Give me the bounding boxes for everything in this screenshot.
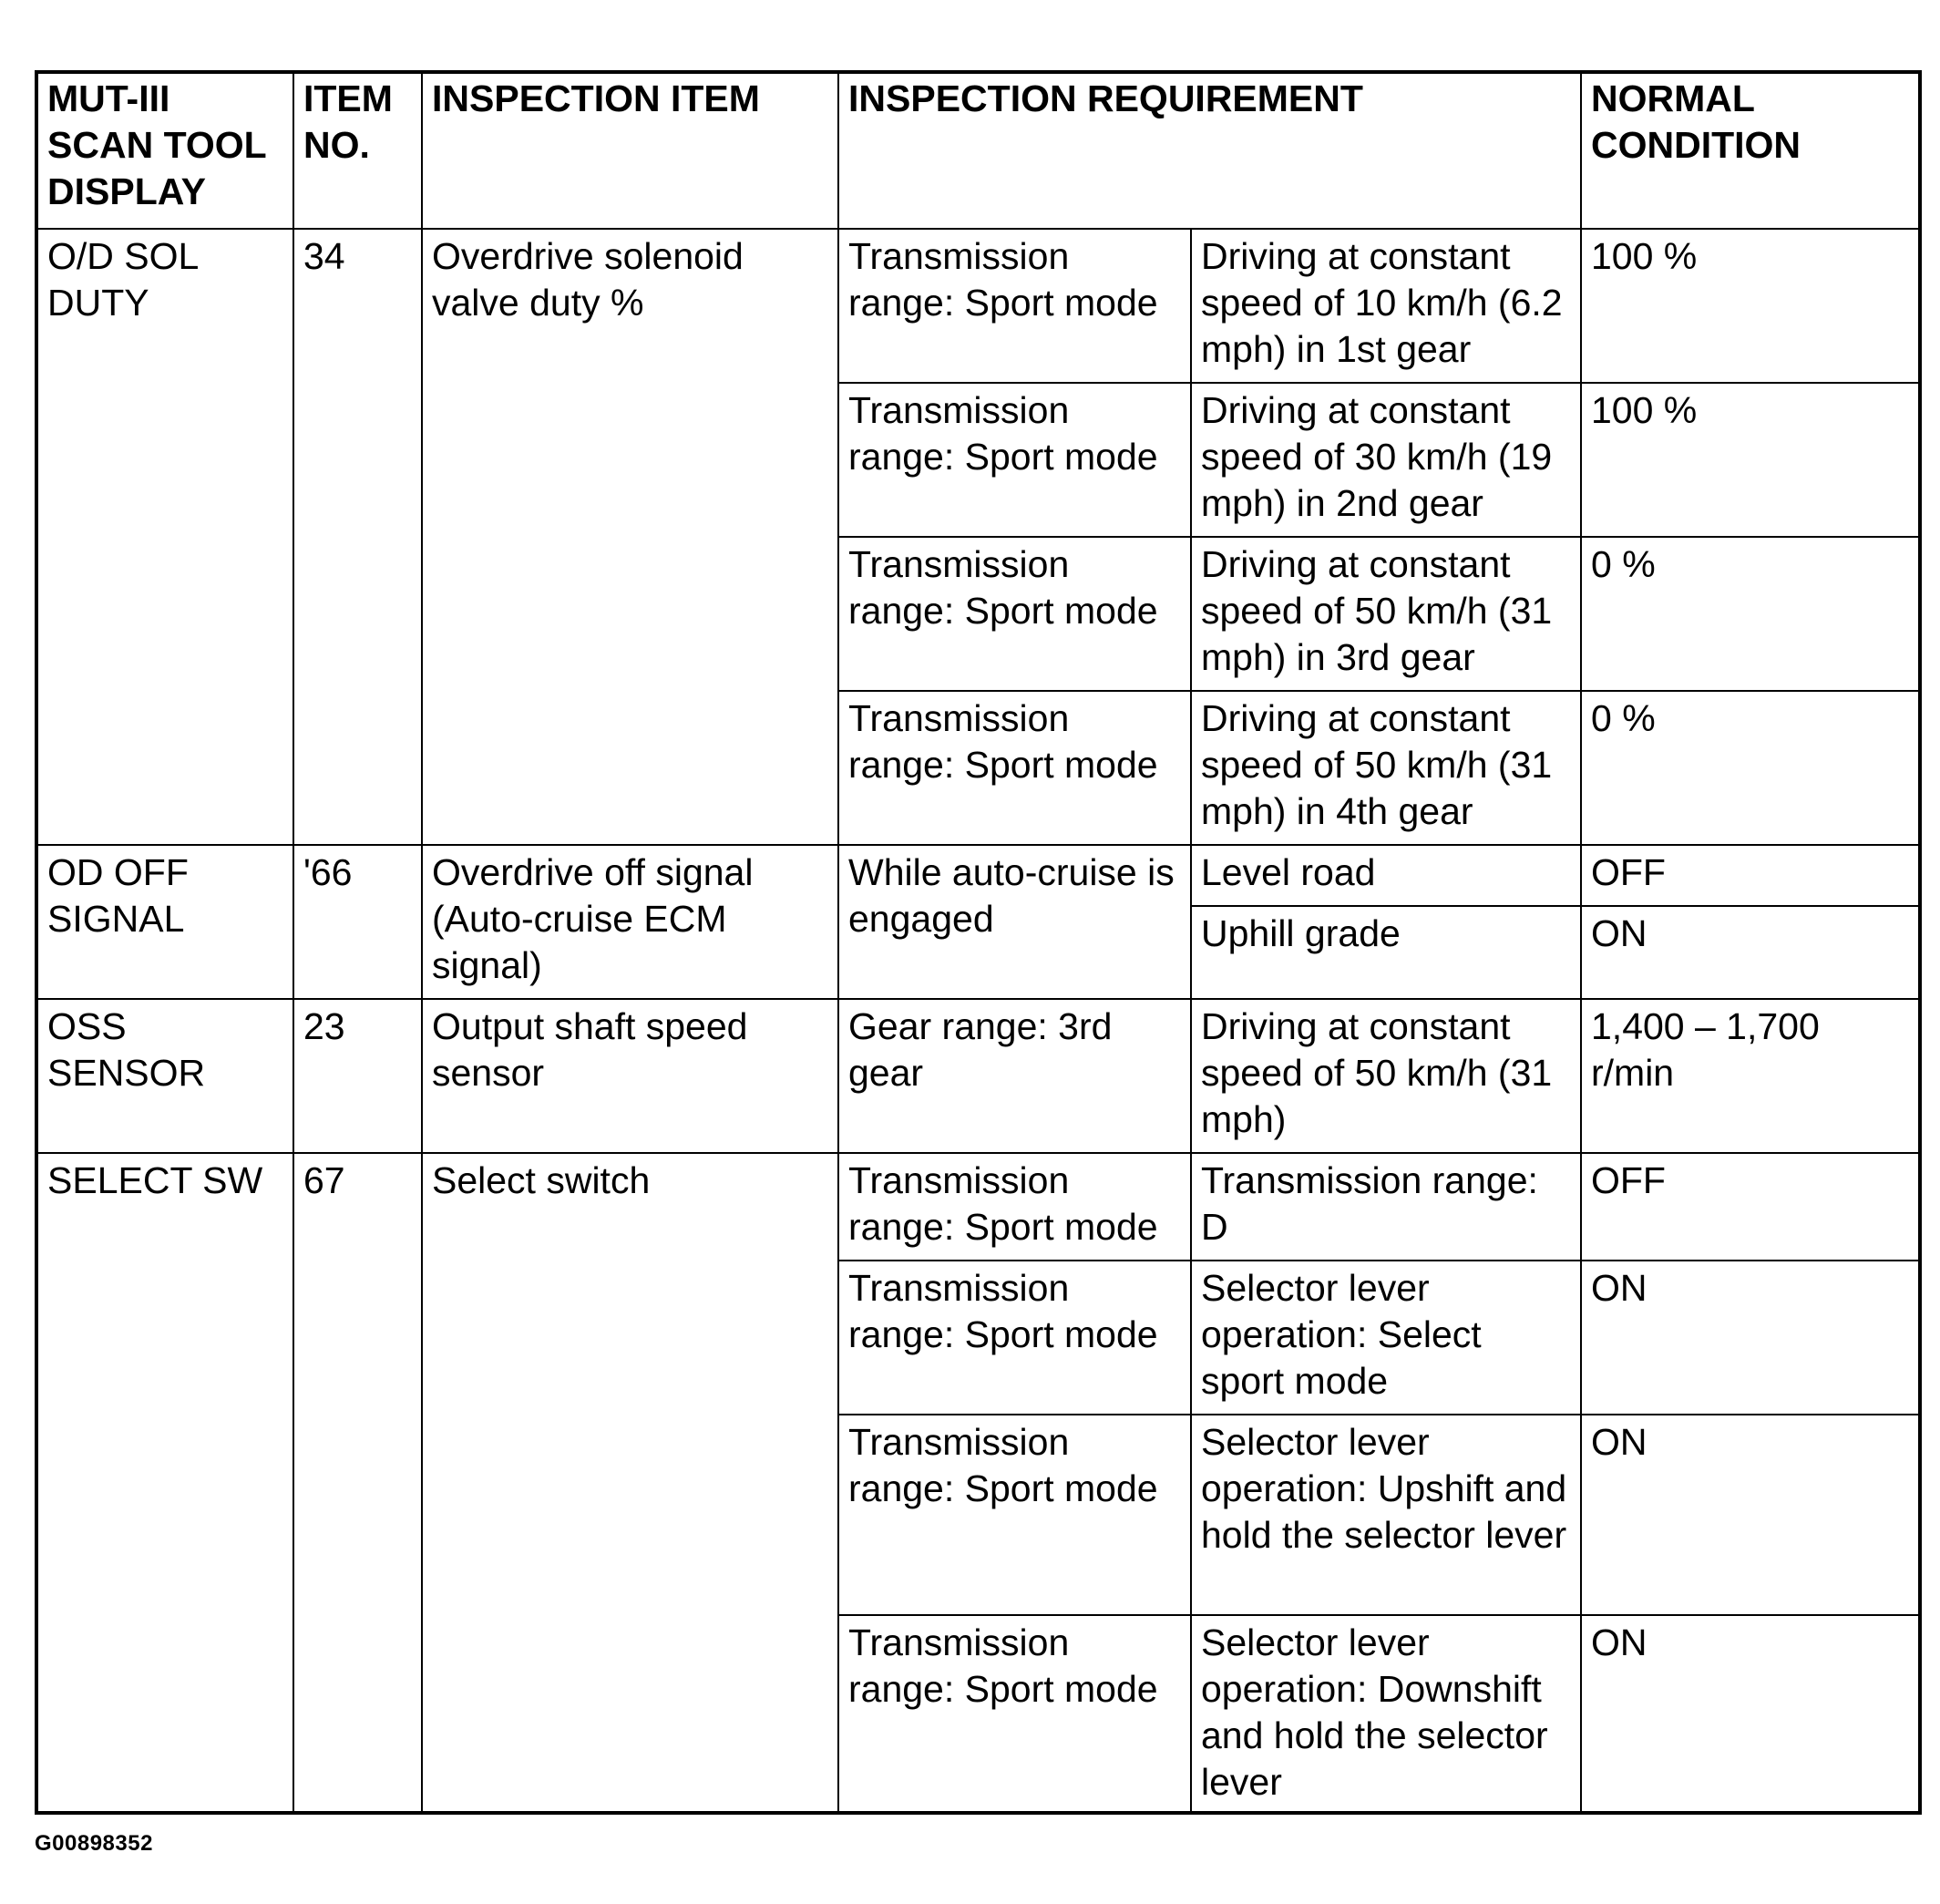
header-row	[36, 72, 1920, 229]
item-no-cell: 23	[293, 999, 422, 1153]
item-no-cell: '66	[293, 845, 422, 999]
condition-cell: Selector lever operation: Downshift and hold the selector lever	[1191, 1615, 1581, 1813]
condition-cell: Selector lever operation: Upshift and hold the selector lever	[1191, 1415, 1581, 1615]
condition-cell: Uphill grade	[1191, 906, 1581, 999]
inspection-table	[35, 70, 1922, 1815]
header-item-no: ITEM NO.	[293, 72, 422, 229]
normal-condition-cell: ON	[1581, 1415, 1920, 1615]
condition-cell: Level road	[1191, 845, 1581, 906]
requirement-cell: Transmission range: Sport mode	[838, 1153, 1191, 1261]
display-cell: O/D SOL DUTY	[36, 229, 293, 845]
header-display: MUT-III SCAN TOOL DISPLAY	[36, 72, 293, 229]
figure-id: G00898352	[35, 1831, 153, 1856]
requirement-cell: Transmission range: Sport mode	[838, 1615, 1191, 1813]
requirement-cell: Gear range: 3rd gear	[838, 999, 1191, 1153]
requirement-cell: Transmission range: Sport mode	[838, 383, 1191, 537]
condition-cell: Driving at constant speed of 30 km/h (19 mph) in 2nd gear	[1191, 383, 1581, 537]
condition-cell: Driving at constant speed of 10 km/h (6.2 mph) in 1st gear	[1191, 229, 1581, 383]
table-row	[36, 999, 1920, 1153]
item-no-cell: 34	[293, 229, 422, 845]
header-inspection-item: INSPECTION ITEM	[422, 72, 838, 229]
table-row	[36, 229, 1920, 383]
header-inspection-requirement: INSPECTION REQUIREMENT	[838, 72, 1581, 229]
requirement-cell: Transmission range: Sport mode	[838, 1415, 1191, 1615]
normal-condition-cell: 100 %	[1581, 229, 1920, 383]
condition-cell: Driving at constant speed of 50 km/h (31 mph)	[1191, 999, 1581, 1153]
normal-condition-cell: OFF	[1581, 1153, 1920, 1261]
display-cell: OSS SENSOR	[36, 999, 293, 1153]
inspection-item-cell: Overdrive off signal (Auto-cruise ECM signal)	[422, 845, 838, 999]
inspection-item-cell: Select switch	[422, 1153, 838, 1813]
display-cell: OD OFF SIGNAL	[36, 845, 293, 999]
condition-cell: Driving at constant speed of 50 km/h (31 mph) in 3rd gear	[1191, 537, 1581, 691]
requirement-cell: Transmission range: Sport mode	[838, 537, 1191, 691]
requirement-cell: Transmission range: Sport mode	[838, 1261, 1191, 1415]
condition-cell: Transmission range: D	[1191, 1153, 1581, 1261]
normal-condition-cell: ON	[1581, 1615, 1920, 1813]
requirement-cell: While auto-cruise is engaged	[838, 845, 1191, 999]
display-cell: SELECT SW	[36, 1153, 293, 1813]
header-normal-condition: NORMAL CONDITION	[1581, 72, 1920, 229]
normal-condition-cell: 100 %	[1581, 383, 1920, 537]
requirement-cell: Transmission range: Sport mode	[838, 691, 1191, 845]
normal-condition-cell: 0 %	[1581, 537, 1920, 691]
normal-condition-cell: ON	[1581, 1261, 1920, 1415]
condition-cell: Selector lever operation: Select sport mode	[1191, 1261, 1581, 1415]
inspection-item-cell: Output shaft speed sensor	[422, 999, 838, 1153]
inspection-item-cell: Overdrive solenoid valve duty %	[422, 229, 838, 845]
requirement-cell: Transmission range: Sport mode	[838, 229, 1191, 383]
table-row	[36, 1153, 1920, 1261]
normal-condition-cell: 1,400 – 1,700 r/min	[1581, 999, 1920, 1153]
normal-condition-cell: OFF	[1581, 845, 1920, 906]
item-no-cell: 67	[293, 1153, 422, 1813]
normal-condition-cell: ON	[1581, 906, 1920, 999]
table-row	[36, 845, 1920, 906]
normal-condition-cell: 0 %	[1581, 691, 1920, 845]
condition-cell: Driving at constant speed of 50 km/h (31 mph) in 4th gear	[1191, 691, 1581, 845]
